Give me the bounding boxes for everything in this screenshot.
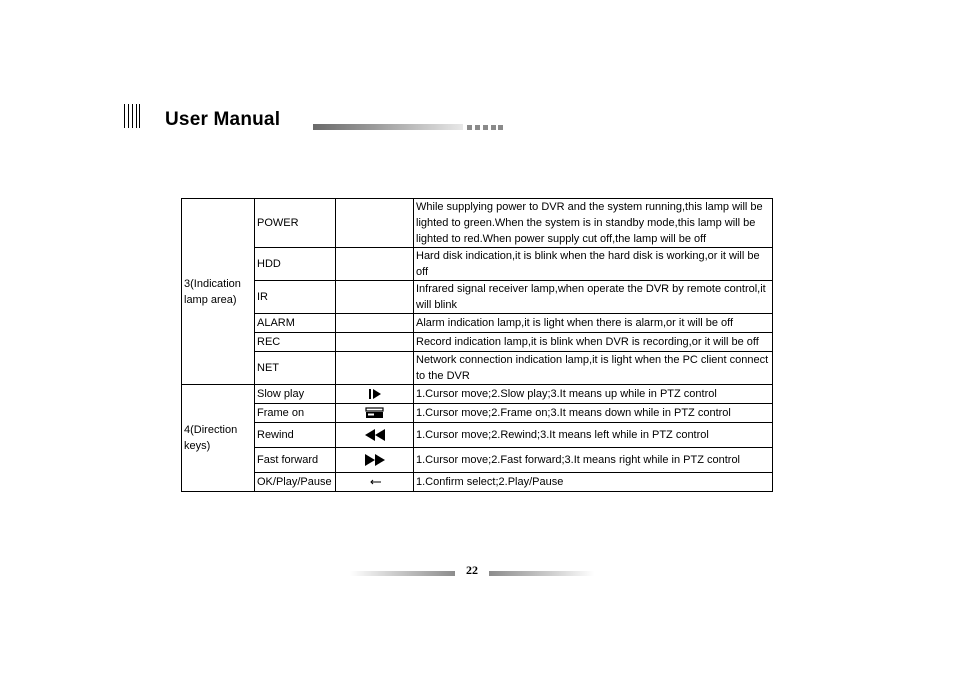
group-label: 4(Direction keys) bbox=[182, 385, 255, 492]
item-name: IR bbox=[255, 281, 336, 314]
frame-on-icon bbox=[365, 407, 385, 419]
item-description: Infrared signal receiver lamp,when operate the DVR by remote control,it will blink bbox=[414, 281, 773, 314]
item-name: Slow play bbox=[255, 385, 336, 404]
item-description: 1.Cursor move;2.Slow play;3.It means up while in PTZ control bbox=[414, 385, 773, 404]
icon-cell bbox=[336, 199, 414, 248]
icon-cell bbox=[336, 314, 414, 333]
item-name: NET bbox=[255, 352, 336, 385]
item-name: Frame on bbox=[255, 404, 336, 423]
table-row bbox=[182, 199, 773, 248]
table-row bbox=[182, 248, 773, 281]
icon-cell bbox=[336, 281, 414, 314]
rewind-icon bbox=[364, 428, 386, 442]
table-row bbox=[182, 423, 773, 448]
item-description: Alarm indication lamp,it is light when there is alarm,or it will be off bbox=[414, 314, 773, 333]
header-rule bbox=[313, 124, 463, 130]
page-number: 22 bbox=[466, 563, 478, 577]
header-dots bbox=[467, 125, 503, 130]
table-row bbox=[182, 333, 773, 352]
item-description: 1.Cursor move;2.Rewind;3.It means left while in PTZ control bbox=[414, 423, 773, 448]
icon-cell bbox=[336, 473, 414, 492]
item-name: HDD bbox=[255, 248, 336, 281]
footer-rule-right bbox=[489, 571, 594, 576]
slow-play-icon bbox=[368, 388, 382, 400]
icon-cell bbox=[336, 352, 414, 385]
group-label: 3(Indication lamp area) bbox=[182, 199, 255, 385]
item-description: 1.Confirm select;2.Play/Pause bbox=[414, 473, 773, 492]
table-row bbox=[182, 404, 773, 423]
item-description: Hard disk indication,it is blink when the hard disk is working,or it will be off bbox=[414, 248, 773, 281]
table-row bbox=[182, 352, 773, 385]
item-description: Network connection indication lamp,it is light when the PC client connect to the DVR bbox=[414, 352, 773, 385]
icon-cell bbox=[336, 333, 414, 352]
item-name: Fast forward bbox=[255, 448, 336, 473]
item-name: POWER bbox=[255, 199, 336, 248]
table-row bbox=[182, 448, 773, 473]
table-row bbox=[182, 281, 773, 314]
icon-cell bbox=[336, 385, 414, 404]
icon-cell bbox=[336, 248, 414, 281]
table-row bbox=[182, 385, 773, 404]
item-name: ALARM bbox=[255, 314, 336, 333]
item-description: While supplying power to DVR and the system running,this lamp will be lighted to green.When the system is in standby mode,this lamp will be lighted to red.When power supply cut off,the lamp will be off bbox=[414, 199, 773, 248]
table-row bbox=[182, 473, 773, 492]
icon-cell bbox=[336, 404, 414, 423]
table-row bbox=[182, 314, 773, 333]
footer-rule-left bbox=[350, 571, 455, 576]
panel-function-table bbox=[181, 198, 773, 492]
icon-cell bbox=[336, 423, 414, 448]
item-description: Record indication lamp,it is blink when DVR is recording,or it will be off bbox=[414, 333, 773, 352]
page-title: User Manual bbox=[165, 109, 281, 130]
item-name: REC bbox=[255, 333, 336, 352]
item-description: 1.Cursor move;2.Frame on;3.It means down while in PTZ control bbox=[414, 404, 773, 423]
item-name: Rewind bbox=[255, 423, 336, 448]
icon-cell bbox=[336, 448, 414, 473]
fast-forward-icon bbox=[364, 453, 386, 467]
enter-arrow-icon bbox=[368, 478, 382, 486]
item-name: OK/Play/Pause bbox=[255, 473, 336, 492]
header-stripes-icon bbox=[124, 104, 140, 128]
item-description: 1.Cursor move;2.Fast forward;3.It means right while in PTZ control bbox=[414, 448, 773, 473]
